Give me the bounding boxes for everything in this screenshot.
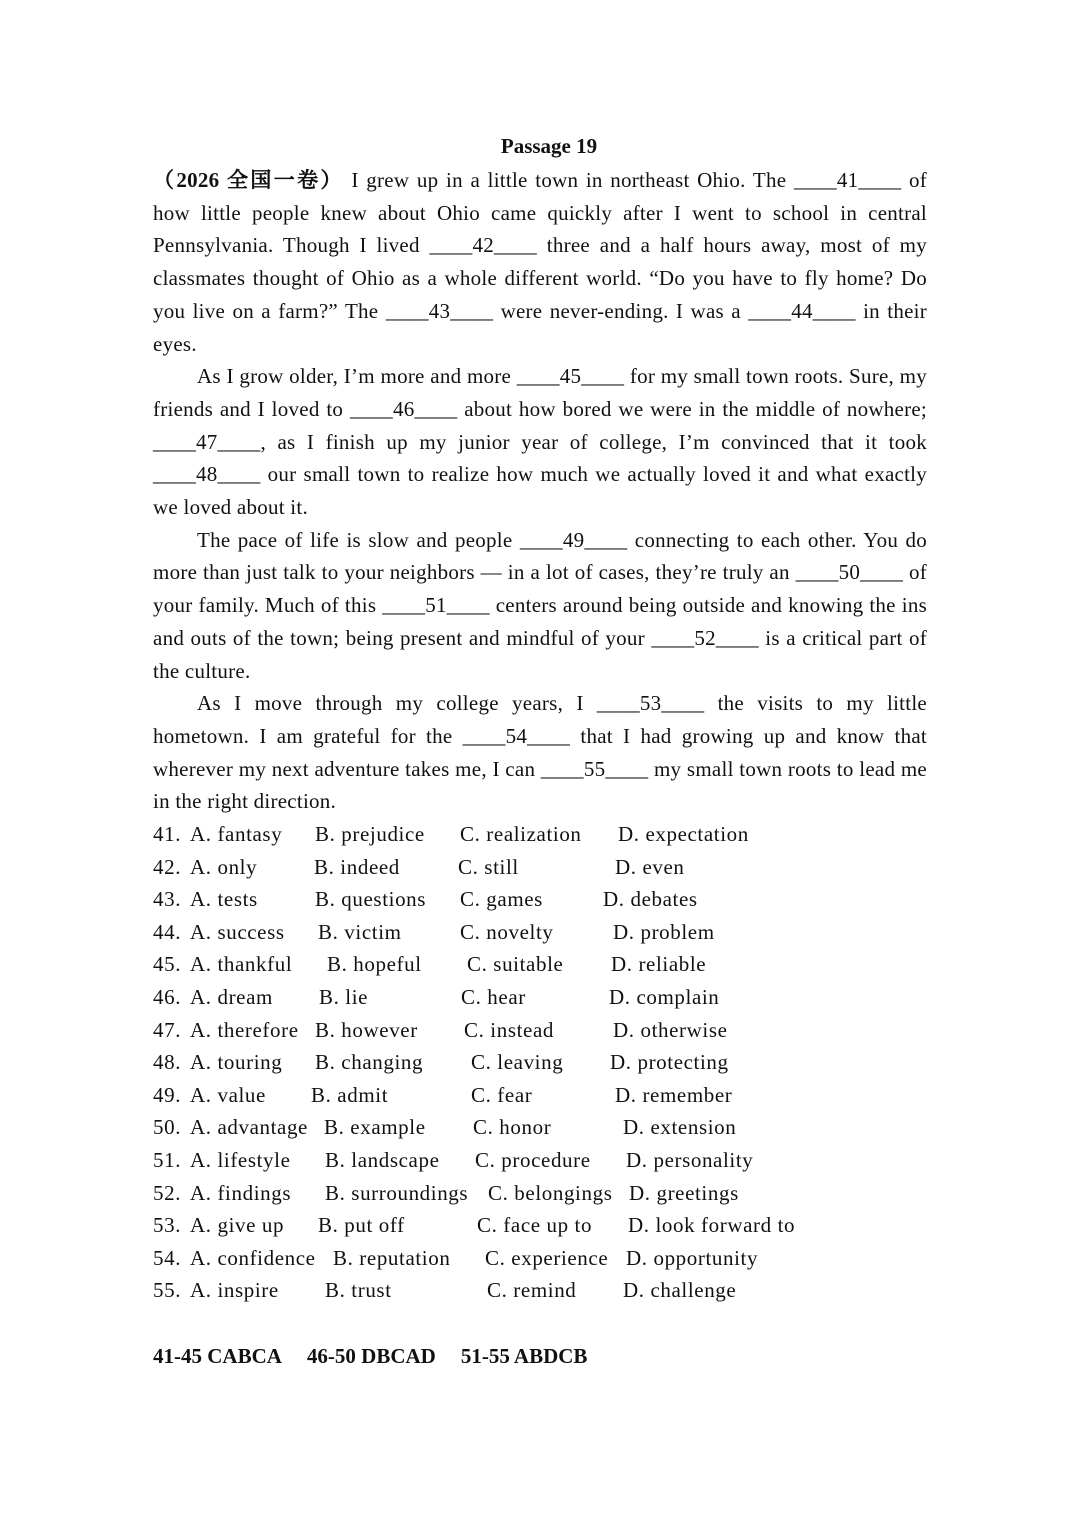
passage-text: that I had growing up and know that wherever my next adventure takes me, I can [153,723,927,781]
passage-text: As I grow older, I’m more and more [197,364,517,389]
option-row [153,1242,927,1275]
option-b: B. example [324,1115,426,1140]
option-c: C. realization [460,822,582,847]
option-a: A. tests [190,887,258,912]
option-d: D. debates [603,887,698,912]
passage-text: our small town to realize how much we actually loved it and what exactly we loved about it. [153,462,927,520]
answer-blank: ____53____ [596,691,705,716]
option-a: A. thankful [190,952,293,977]
option-d: D. personality [626,1148,754,1172]
option-b: B. prejudice [315,822,425,847]
passage-text: , as I finish up my junior year of college, I’m convinced that it took [260,429,927,454]
answer-blank: ____45____ [516,364,625,389]
answer-blank: ____44____ [748,298,856,323]
passage-title: Passage 19 [500,134,598,158]
passage-text: my small town roots to lead me in the right direction. [153,756,927,814]
passage-paragraph [153,360,927,524]
question-number: 54. [153,1245,182,1270]
option-a: A. value [190,1082,266,1107]
option-row [153,1274,927,1307]
option-row [153,883,927,916]
source-tag: （2026 全国一卷） [153,168,344,192]
option-row [153,1177,927,1210]
option-b: B. reputation [333,1245,451,1270]
option-c: C. belongings [488,1180,613,1205]
option-b: B. admit [311,1082,389,1107]
answer-blank: ____46____ [349,396,458,421]
question-number: 53. [153,1213,182,1238]
option-b: B. hopeful [327,952,422,977]
answer-blank: ____48____ [153,462,261,487]
question-number: 44. [153,919,182,944]
option-b: B. victim [318,919,402,944]
option-c: C. procedure [475,1148,591,1172]
passage-text: the visits to my little hometown. I am grateful for the [153,691,927,748]
option-c: C. still [458,854,519,879]
passage-text: connecting to each other. You do more than just talk to your neighbors — in a lot of cases, they’re truly an [153,527,927,585]
option-b: B. put off [318,1213,405,1238]
question-number: 55. [153,1278,182,1303]
option-row [153,916,927,949]
option-a: A. confidence [190,1245,316,1270]
option-row [153,981,927,1014]
option-d: D. problem [613,919,715,944]
question-number: 48. [153,1050,182,1075]
document-page [153,128,927,1307]
option-c: C. face up to [477,1213,593,1238]
question-number: 49. [153,1082,182,1107]
answer-group: 46-50 DBCAD [306,1344,436,1368]
answer-blank: ____42____ [429,233,538,258]
option-d: D. otherwise [613,1017,728,1042]
passage-text: about how bored we were in the middle of nowhere; [457,396,927,421]
passage-text: three and a half hours away, most of my classmates thought of Ohio as a whole different world. “Do you have to fly home? Do you live on a farm?” The [153,233,927,323]
option-a: A. lifestyle [190,1148,291,1172]
answer-key [153,1340,612,1372]
answer-group: 41-45 CABCA [153,1344,282,1368]
passage-text: The pace of life is slow and people [197,527,520,552]
option-d: D. remember [615,1082,733,1107]
passage-paragraph [153,524,927,688]
passage-text: were never-ending. I was a [493,298,749,323]
passage-text: As I move through my college years, I [197,691,597,716]
passage-paragraph [153,687,927,818]
option-d: D. protecting [610,1050,729,1075]
option-a: A. advantage [190,1115,308,1140]
option-d: D. opportunity [626,1245,759,1270]
answer-blank: ____41____ [793,168,902,192]
answer-group: 51-55 ABDCB [460,1344,588,1368]
option-b: B. landscape [325,1148,440,1172]
option-row [153,1144,927,1177]
passage-text: of how little people knew about Ohio came quickly after I went to school in central Pennsylvania. Though I lived [153,168,928,258]
option-c: C. honor [473,1115,552,1140]
option-a: A. give up [190,1213,285,1238]
option-d: D. reliable [611,952,707,977]
passage-paragraph [153,164,927,360]
option-d: D. look forward to [628,1213,796,1238]
answer-blank: ____50____ [795,560,904,585]
question-number: 52. [153,1180,182,1205]
option-b: B. lie [319,985,369,1010]
option-row [153,948,927,981]
option-c: C. experience [485,1245,609,1270]
option-a: A. findings [190,1180,292,1205]
option-a: A. dream [190,985,273,1010]
question-number: 47. [153,1017,182,1042]
option-b: B. surroundings [325,1180,469,1205]
option-b: B. indeed [314,854,400,879]
answer-blank: ____54____ [462,723,571,748]
option-b: B. questions [315,887,427,912]
answer-blank: ____55____ [540,756,649,781]
option-d: D. complain [609,985,720,1010]
option-b: B. trust [325,1278,392,1303]
option-c: C. novelty [460,919,554,944]
option-b: B. however [315,1017,418,1042]
option-a: A. success [190,919,285,944]
option-a: A. only [190,854,258,879]
option-a: A. therefore [190,1017,299,1042]
option-d: D. extension [623,1115,737,1140]
question-number: 46. [153,985,182,1010]
option-d: D. challenge [623,1278,737,1303]
passage-text: for my small town roots. Sure, my friends and I loved to [153,364,927,421]
option-c: C. leaving [471,1050,564,1075]
answer-blank: ____43____ [385,298,494,323]
question-number: 51. [153,1148,182,1172]
option-a: A. inspire [190,1278,279,1303]
passage-text: is a critical part of the culture. [153,625,928,683]
question-number: 50. [153,1115,182,1140]
option-c: C. games [460,887,543,912]
option-c: C. hear [461,985,526,1010]
answer-blank: ____52____ [651,625,759,650]
option-d: D. greetings [629,1180,739,1205]
answer-blank: ____51____ [382,593,490,618]
question-number: 41. [153,822,182,847]
option-row [153,1111,927,1144]
passage-text: of your family. Much of this [153,560,927,618]
option-c: C. instead [464,1017,554,1042]
option-c: C. remind [487,1278,577,1303]
passage-text: in their eyes. [153,298,927,356]
option-d: D. expectation [618,822,749,847]
question-number: 45. [153,952,182,977]
option-row [153,1209,927,1242]
question-number: 42. [153,854,182,879]
option-c: C. fear [471,1082,533,1107]
option-row [153,851,927,884]
option-row [153,1079,927,1112]
option-row [153,818,927,851]
passage-body [153,164,927,818]
option-row [153,1014,927,1047]
passage-text: centers around being outside and knowing the ins and outs of the town; being present and mindful of your [153,593,927,650]
answer-blank: ____47____ [153,429,261,454]
options-list [153,818,927,1307]
option-a: A. fantasy [190,822,283,847]
option-c: C. suitable [467,952,564,977]
option-b: B. changing [315,1050,424,1075]
option-d: D. even [615,854,685,879]
answer-blank: ____49____ [519,527,628,552]
option-a: A. touring [190,1050,283,1075]
option-row [153,1046,927,1079]
passage-text: I grew up in a little town in northeast Ohio. The [343,168,794,192]
question-number: 43. [153,887,182,912]
